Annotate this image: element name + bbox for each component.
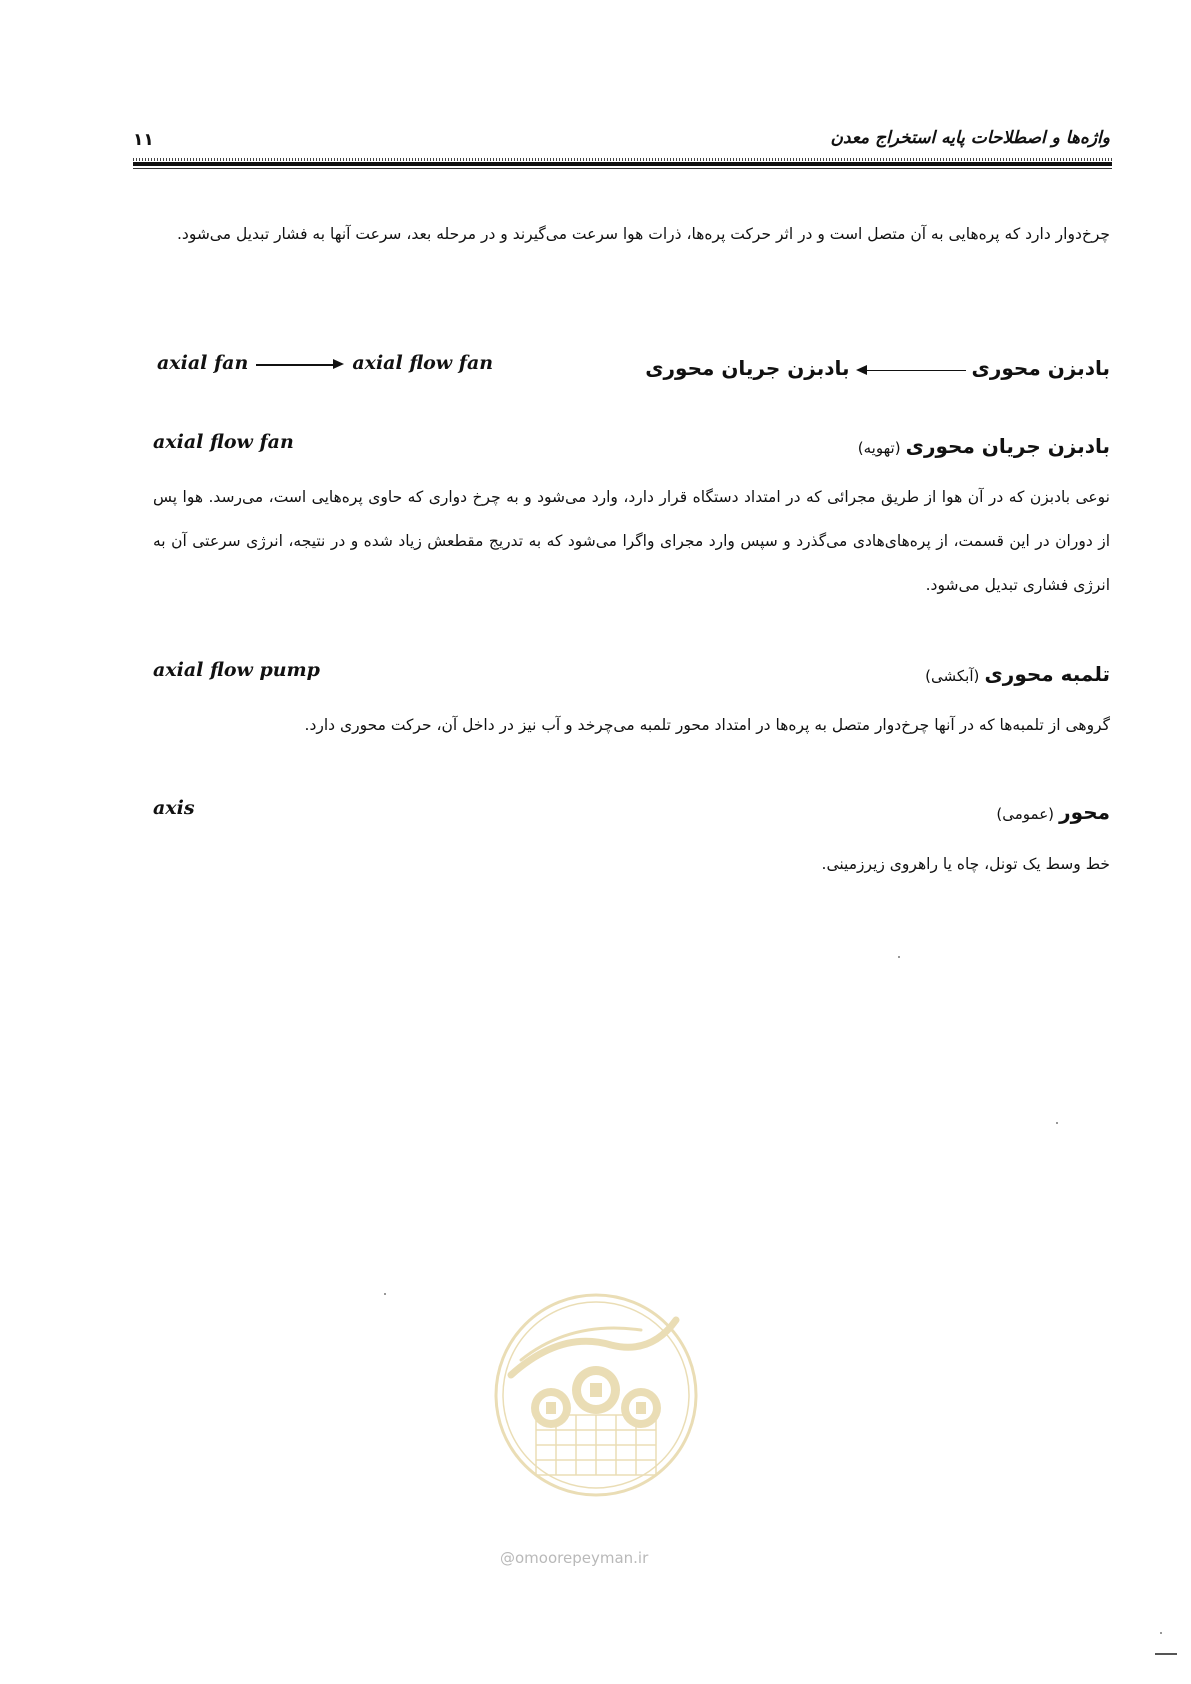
xref-en-target: axial flow fan [352,352,494,374]
watermark-logo [491,1290,701,1500]
intro-paragraph: چرخ‌دوار دارد که پره‌هایی به آن متصل است و در اثر حرکت پره‌ها، ذرات هوا سرعت می‌گیرند و در مرحله بعد، سرعت آنها به فشار تبدیل می‌شود. [176,225,1110,243]
cross-reference-fa [645,356,1110,380]
entry-domain: (عمومی) [996,805,1055,823]
arrow-right-icon [256,354,344,374]
entry-definition: خط وسط یک تونل، چاه یا راهروی زیرزمینی. [821,855,1110,873]
scan-speck [1160,1632,1162,1634]
header-rule [133,162,1112,166]
page-number: ۱۱ [133,130,154,150]
entry-heading-fa [925,662,1110,686]
xref-en-term: axial fan [157,352,249,374]
entry-heading-fa [996,800,1110,824]
entry-term-fa: محور [1059,800,1110,824]
entry-term-en: axial flow fan [153,431,294,453]
scan-corner-mark [1155,1653,1177,1655]
scan-speck [384,1293,386,1295]
cross-reference-en [157,352,493,374]
entry-term-fa: تلمبه محوری [984,662,1110,686]
entry-domain: (تهویه) [857,439,901,457]
watermark-caption: @omoorepeyman.ir [500,1549,649,1567]
entry-heading-fa [858,434,1110,458]
xref-fa-target: بادبزن جریان محوری [645,356,850,380]
entry-term-en: axis [153,797,195,819]
entry-definition: گروهی از تلمبه‌ها که در آنها چرخ‌دوار متصل به پره‌ها در امتداد محور تلمبه می‌چرخد و آب نیز در داخل آن، حرکت محوری دارد. [304,716,1110,734]
header-rule-thin [133,168,1112,169]
entry-domain: (آبکشی) [925,667,980,685]
arrow-left-icon [856,360,966,380]
entry-term-en: axial flow pump [153,659,320,681]
running-header-title: واژه‌ها و اصطلاحات پایه استخراج معدن [830,128,1110,148]
scan-speck [898,956,900,958]
entry-definition: نوعی بادبزن که در آن هوا از طریق مجرائی که در امتداد دستگاه قرار دارد، وارد می‌شود و به چرخ دواری که حاوی پره‌هایی است، می‌رسد. هوا پس از دوران در این قسمت، از پره‌های‌هادی می‌گذرد و سپس وارد مجرای واگرا می‌شود که به تدریج مقطعش زیاد شده و در نتیجه، انرژی سرعتی آن به انرژی فشاری تبدیل می‌شود. [153,488,1110,594]
header-rule-hatch [133,158,1112,161]
scan-speck [1056,1122,1058,1124]
entry-term-fa: بادبزن جریان محوری [905,434,1110,458]
xref-fa-term: بادبزن محوری [971,356,1110,380]
